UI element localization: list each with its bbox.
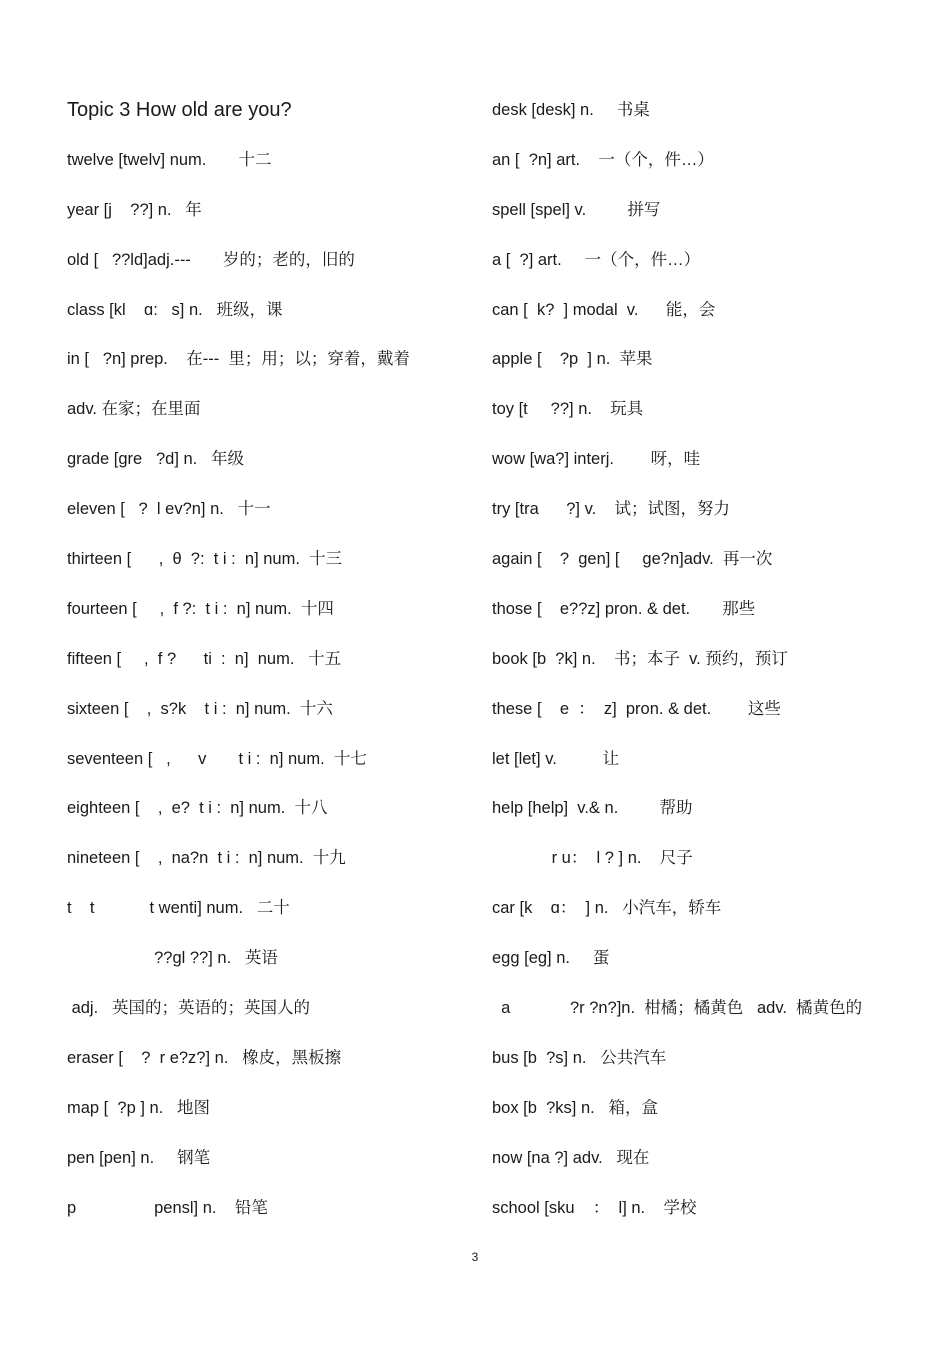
vocab-entry: box [b ?ks] n. 箱，盒 [492,1098,658,1117]
vocab-entry: r u： l ? ] n. 尺子 [492,849,693,868]
vocab-entry: grade [gre ?d] n. 年级 [67,450,245,469]
vocab-entry: can [ k? ] modal v. 能，会 [492,300,716,319]
vocab-entry: in [ ?n] prep. 在--- 里；用；以；穿着，戴着 [67,350,410,369]
vocab-entry: twelve [twelv] num. 十二 [67,150,272,169]
vocab-entry: these [ e ： z] pron. & det. 这些 [492,699,781,718]
vocab-entry: a [ ?] art. 一（个，件…） [492,250,701,269]
vocab-entry: help [help] v.& n. 帮助 [492,799,693,818]
vocab-entry: a ?r ?n?]n. 柑橘；橘黄色 adv. 橘黄色的 [492,999,863,1018]
vocab-entry: car [k ɑ： ] n. 小汽车，轿车 [492,899,722,918]
vocab-entry: seventeen [ , v t i : n] num. 十七 [67,749,367,768]
vocab-entry: desk [desk] n. 书桌 [492,101,650,119]
vocab-entry: try [tra ?] v. 试；试图，努力 [492,500,731,519]
vocab-entry: sixteen [ , s?k t i : n] num. 十六 [67,699,333,718]
vocab-entry: those [ e??z] pron. & det. 那些 [492,599,756,618]
vocab-entry: apple [ ?p ] n. 苹果 [492,350,653,369]
vocab-entry: now [na ?] adv. 现在 [492,1148,650,1167]
vocab-entry: pen [pen] n. 钢笔 [67,1148,211,1167]
vocab-entry: again [ ? gen] [ ge?n]adv. 再一次 [492,550,773,569]
vocab-entry: adv. 在家；在里面 [67,400,201,419]
vocab-entry: nineteen [ , na?n t i : n] num. 十九 [67,849,346,868]
left-column [67,96,467,1243]
page-number: 3 [471,1250,479,1264]
vocab-entry: fourteen [ , f ?: t i : n] num. 十四 [67,599,334,618]
vocab-entry: year [j ??] n. 年 [67,200,202,219]
vocab-entry: t t t wenti] num. 二十 [67,899,290,918]
vocab-entry: an [ ?n] art. 一（个，件…） [492,150,714,169]
vocab-entry: class [kl ɑ: s] n. 班级，课 [67,300,283,319]
right-column [492,96,932,1243]
vocab-entry: wow [wa?] interj. 呀，哇 [492,450,701,469]
vocab-entry: adj. 英国的；英语的；英国人的 [67,999,310,1018]
vocab-entry: bus [b ?s] n. 公共汽车 [492,1048,667,1067]
vocab-entry: old [ ??ld]adj.--- 岁的；老的，旧的 [67,250,355,269]
vocab-entry: fifteen [ , f ? ti : n] num. 十五 [67,649,342,668]
vocab-entry: book [b ?k] n. 书；本子 v. 预约，预订 [492,649,788,668]
vocab-entry: school [sku ： l] n. 学校 [492,1198,697,1217]
vocab-entry: map [ ?p ] n. 地图 [67,1098,211,1117]
vocab-entry: toy [t ??] n. 玩具 [492,400,644,419]
vocab-entry: spell [spel] v. 拼写 [492,200,661,219]
vocab-entry: egg [eg] n. 蛋 [492,949,610,968]
vocab-entry: let [let] v. 让 [492,749,620,768]
vocab-entry: eleven [ ? l ev?n] n. 十一 [67,500,271,519]
vocab-entry: p pensl] n. 铅笔 [67,1198,268,1217]
topic-heading: Topic 3 How old are you? [67,99,292,121]
vocab-entry: eighteen [ , e? t i : n] num. 十八 [67,799,328,818]
vocab-entry: ??gl ??] n. 英语 [67,949,278,968]
vocab-entry: thirteen [ , θ ?: t i : n] num. 十三 [67,550,343,569]
vocab-entry: eraser [ ? r e?z?] n. 橡皮，黑板擦 [67,1048,342,1067]
